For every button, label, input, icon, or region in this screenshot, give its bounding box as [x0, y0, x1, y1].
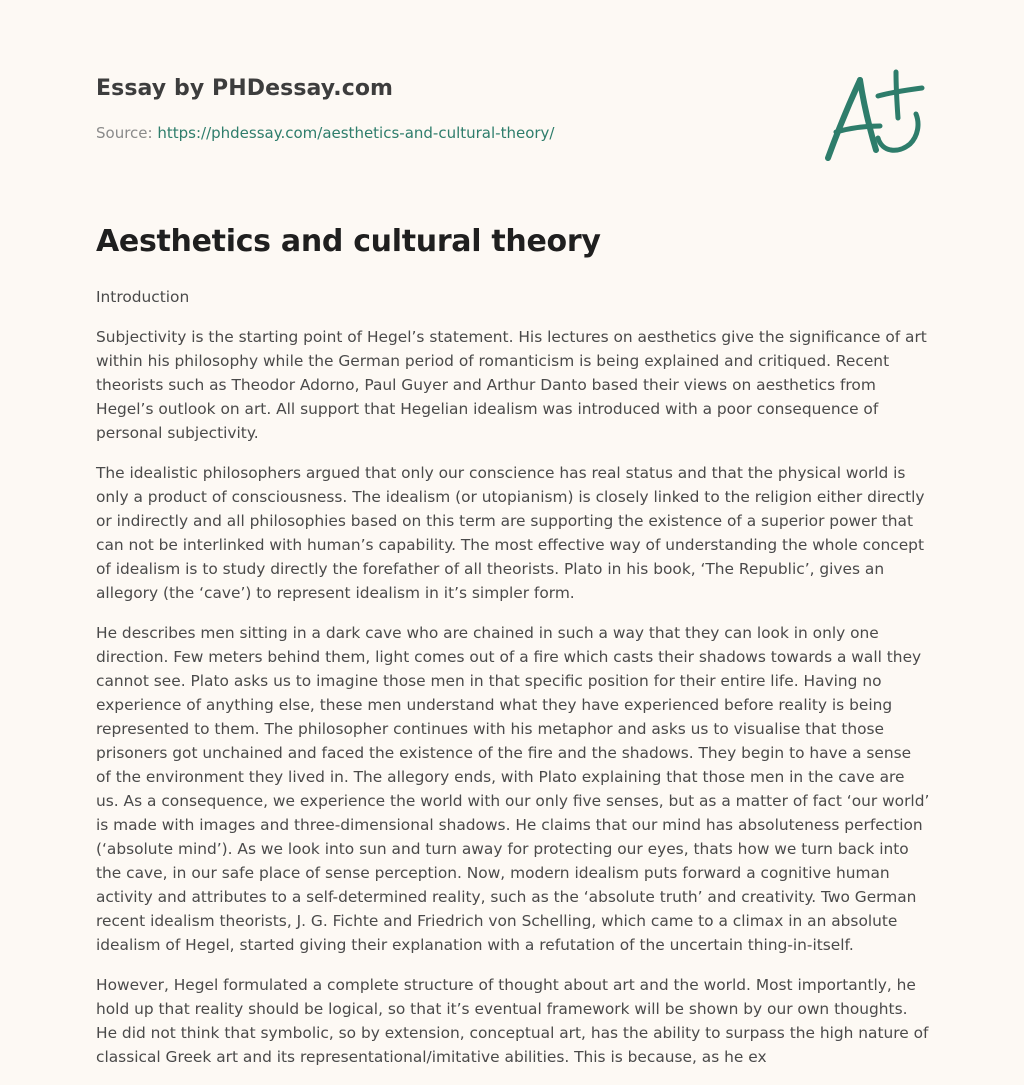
page-title: Aesthetics and cultural theory: [96, 224, 601, 259]
essay-body: [96, 285, 930, 1085]
source-link[interactable]: https://phdessay.com/aesthetics-and-cultural-theory/: [157, 124, 555, 142]
a-plus-logo-svg: [818, 66, 930, 166]
source-label: Source:: [96, 124, 153, 142]
site-title: Essay by PHDessay.com: [96, 76, 394, 101]
paragraph: The idealistic philosophers argued that only our conscience has real status and that the physical world is only a product of consciousness. The idealism (or utopianism) is closely linked to the religion either directly or indirectly and all philosophies based on this term are supporting the existence of a superior power that can not be interlinked with human’s capability. The most effective way of understanding the whole concept of idealism is to study directly the forefather of all theorists. Plato in his book, ‘The Republic’, gives an allegory (the ‘cave’) to represent idealism in it’s simpler form.: [96, 464, 925, 602]
paragraph: However, Hegel formulated a complete structure of thought about art and the world. Most importantly, he hold up that reality should be logical, so that it’s eventual framework will be shown by our own thoughts. He did not think that symbolic, so by extension, conceptual art, has the ability to surpass the high nature of classical Greek art and its representational/imitative abilities. This is because, as he ex: [96, 976, 929, 1066]
section-label: Introduction: [96, 288, 190, 306]
paragraph: He describes men sitting in a dark cave who are chained in such a way that they can look in only one direction. Few meters behind them, light comes out of a fire which casts their shadows towards a wall they cannot see. Plato asks us to imagine those men in that specific position for their entire life. Having no experience of anything else, these men understand what they have experienced before reality is being represented to them. The philosopher continues with his metaphor and asks us to visualise that those prisoners got unchained and faced the existence of the fire and the shadows. They begin to have a sense of the environment they lived in. The allegory ends, with Plato explaining that those men in the cave are us. As a consequence, we experience the world with our only five senses, but as a matter of fact ‘our world’ is made with images and three-dimensional shadows. He claims that our mind has absoluteness perfection (‘absolute mind’). As we look into sun and turn away for protecting our eyes, thats how we turn back into the cave, in our safe place of sense perception. Now, modern idealism puts forward a cognitive human activity and attributes to a self-determined reality, such as the ‘absolute truth’ and creativity. Two German recent idealism theorists, J. G. Fichte and Friedrich von Schelling, which came to a climax in an absolute idealism of Hegel, started giving their explanation with a refutation of the uncertain thing-in-itself.: [96, 624, 930, 954]
source-line: [96, 124, 554, 142]
a-plus-logo-icon: [818, 66, 930, 166]
paragraph: Subjectivity is the starting point of Hegel’s statement. His lectures on aesthetics give the significance of art within his philosophy while the German period of romanticism is being explained and critiqued. Recent theorists such as Theodor Adorno, Paul Guyer and Arthur Danto based their views on aesthetics from Hegel’s outlook on art. All support that Hegelian idealism was introduced with a poor consequence of personal subjectivity.: [96, 328, 927, 442]
